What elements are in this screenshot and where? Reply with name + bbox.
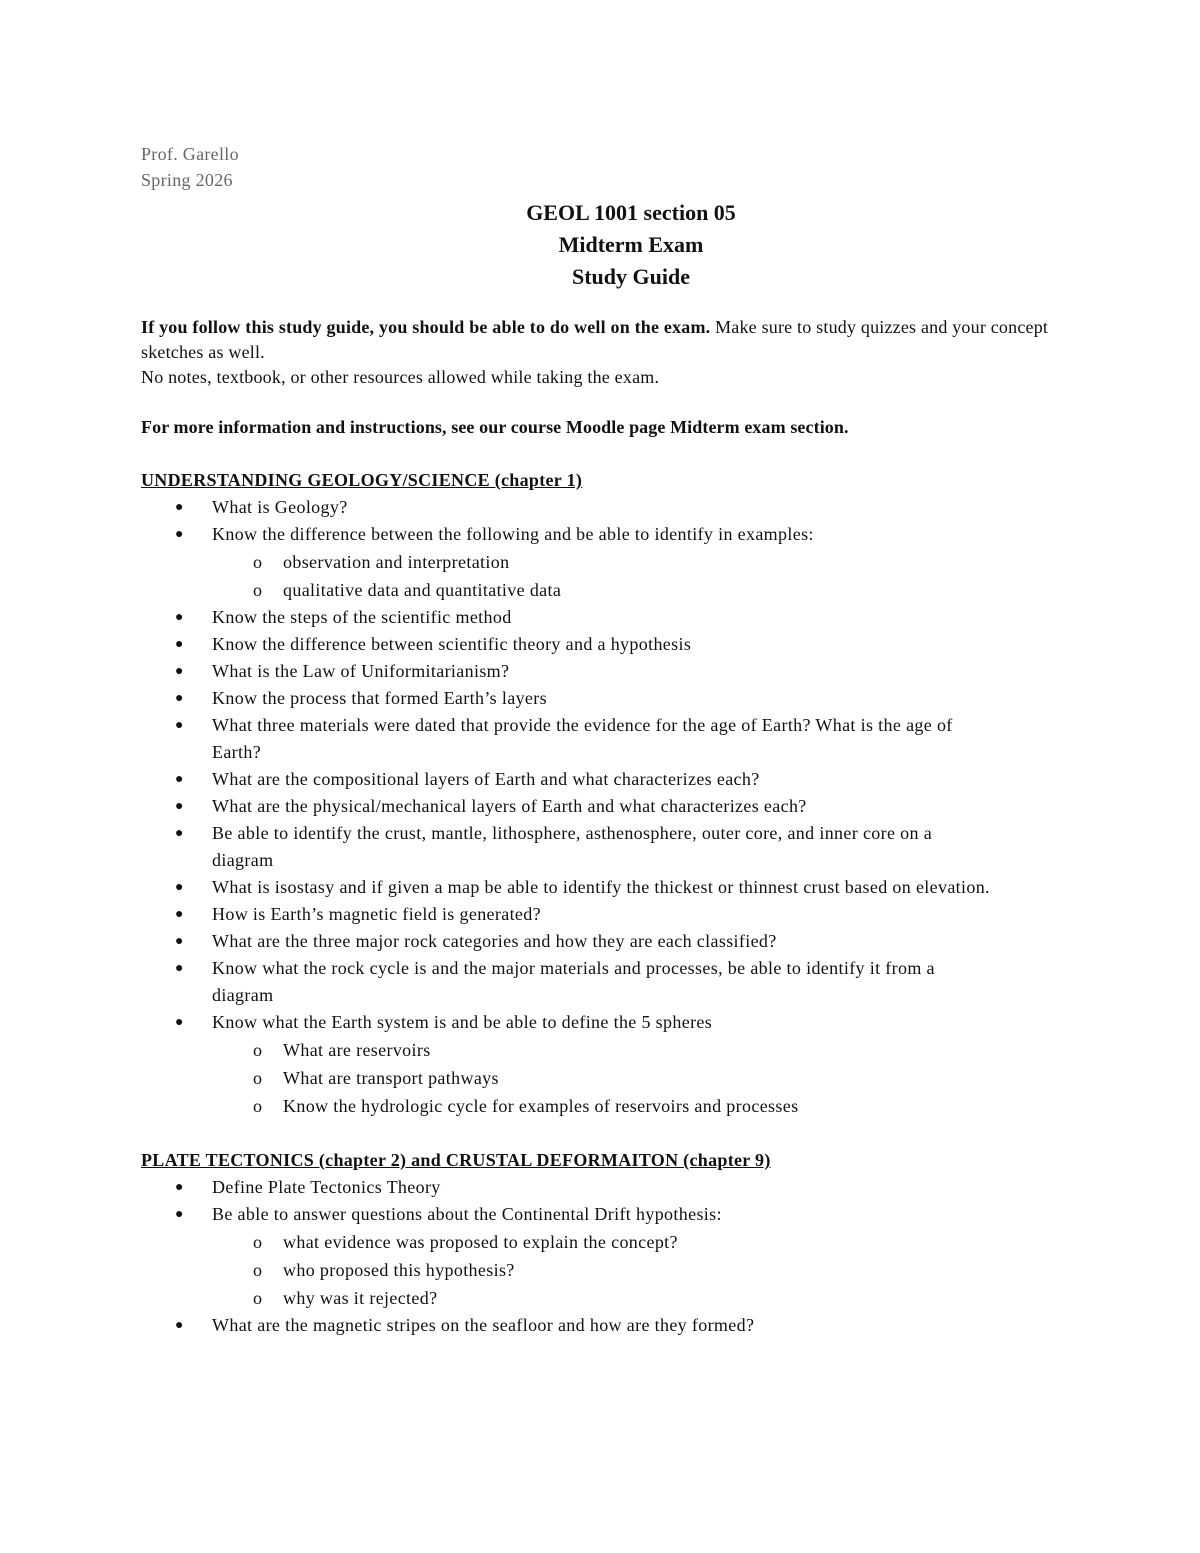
item-text: What are the three major rock categories and how they are each classified?: [212, 931, 777, 951]
title-exam: Midterm Exam: [558, 232, 704, 257]
circle-bullet-icon: o: [253, 1040, 263, 1060]
item-text: Be able to answer questions about the Continental Drift hypothesis:: [212, 1204, 722, 1224]
circle-bullet-icon: o: [253, 1068, 263, 1088]
list-item: [141, 766, 992, 793]
list-item: [141, 955, 992, 1009]
list-item: [141, 712, 992, 766]
list-item: [141, 874, 992, 901]
bullet-icon: ●: [175, 527, 184, 542]
study-section: [141, 467, 1061, 1120]
sub-item-text: why was it rejected?: [283, 1288, 438, 1308]
list-item: [141, 1201, 992, 1312]
item-text: Know what the Earth system is and be able to define the 5 spheres: [212, 1012, 713, 1032]
bullet-icon: ●: [175, 880, 184, 895]
bullet-icon: ●: [175, 1015, 184, 1030]
circle-bullet-icon: o: [253, 1260, 263, 1280]
circle-bullet-icon: o: [253, 1288, 263, 1308]
sub-list-item: [141, 1284, 992, 1312]
sub-item-text: who proposed this hypothesis?: [283, 1260, 515, 1280]
sub-item-text: what evidence was proposed to explain the concept?: [283, 1232, 678, 1252]
item-text: Know the process that formed Earth’s layers: [212, 688, 547, 708]
bullet-icon: ●: [175, 934, 184, 949]
sub-list: [212, 1036, 992, 1120]
circle-bullet-icon: o: [253, 1232, 263, 1252]
sub-item-text: observation and interpretation: [283, 552, 510, 572]
document-title: [201, 197, 1061, 293]
section-heading: UNDERSTANDING GEOLOGY/SCIENCE (chapter 1): [141, 470, 583, 490]
bullet-icon: ●: [175, 691, 184, 706]
circle-bullet-icon: o: [253, 1096, 263, 1116]
sub-list-item: [141, 1256, 992, 1284]
item-text: What are the magnetic stripes on the seafloor and how are they formed?: [212, 1315, 755, 1335]
sub-list-item: [141, 576, 992, 604]
header-meta: [141, 141, 1061, 193]
title-course: GEOL 1001 section 05: [526, 200, 736, 225]
bullet-icon: ●: [175, 610, 184, 625]
title-guide: Study Guide: [572, 264, 690, 289]
topic-list: [141, 1174, 1061, 1339]
item-text: What is isostasy and if given a map be able to identify the thickest or thinnest crust based on elevation.: [212, 877, 990, 897]
item-text: What is Geology?: [212, 497, 348, 517]
bullet-icon: ●: [175, 637, 184, 652]
sub-list-item: [141, 1228, 992, 1256]
moodle-note: For more information and instructions, see our course Moodle page Midterm exam section.: [141, 417, 849, 437]
intro-bold: If you follow this study guide, you should be able to do well on the exam.: [141, 317, 711, 337]
list-item: [141, 820, 992, 874]
sub-item-text: What are reservoirs: [283, 1040, 431, 1060]
intro-rest: Make sure to study quizzes and your concept sketches as well.: [141, 317, 1049, 362]
sub-list: [212, 1228, 992, 1312]
circle-bullet-icon: o: [253, 580, 263, 600]
sub-list-item: [141, 1092, 992, 1120]
list-item: [141, 793, 992, 820]
sub-list: [212, 548, 992, 604]
intro-paragraph: [141, 315, 1061, 390]
circle-bullet-icon: o: [253, 552, 263, 572]
term: Spring 2026: [141, 170, 233, 190]
bullet-icon: ●: [175, 772, 184, 787]
sub-item-text: qualitative data and quantitative data: [283, 580, 562, 600]
item-text: Be able to identify the crust, mantle, lithosphere, asthenosphere, outer core, and inner core on a diagram: [212, 823, 933, 870]
sub-list-item: [141, 1064, 992, 1092]
item-text: Define Plate Tectonics Theory: [212, 1177, 441, 1197]
bullet-icon: ●: [175, 664, 184, 679]
item-text: Know the steps of the scientific method: [212, 607, 512, 627]
list-item: [141, 685, 992, 712]
item-text: What are the compositional layers of Earth and what characterizes each?: [212, 769, 760, 789]
sub-item-text: What are transport pathways: [283, 1068, 499, 1088]
sub-list-item: [141, 1036, 992, 1064]
bullet-icon: ●: [175, 718, 184, 733]
item-text: What are the physical/mechanical layers of Earth and what characterizes each?: [212, 796, 807, 816]
topic-list: [141, 494, 1061, 1120]
list-item: [141, 521, 992, 604]
sub-item-text: Know the hydrologic cycle for examples of reservoirs and processes: [283, 1096, 799, 1116]
list-item: [141, 901, 992, 928]
bullet-icon: ●: [175, 1207, 184, 1222]
item-text: How is Earth’s magnetic field is generated?: [212, 904, 541, 924]
sub-list-item: [141, 548, 992, 576]
list-item: [141, 494, 992, 521]
bullet-icon: ●: [175, 1318, 184, 1333]
list-item: [141, 658, 992, 685]
item-text: Know the difference between the following and be able to identify in examples:: [212, 524, 814, 544]
intro-rules: No notes, textbook, or other resources allowed while taking the exam.: [141, 367, 660, 387]
list-item: [141, 1312, 992, 1339]
item-text: What is the Law of Uniformitarianism?: [212, 661, 510, 681]
item-text: What three materials were dated that provide the evidence for the age of Earth? What is the age of Earth?: [212, 715, 953, 762]
list-item: [141, 604, 992, 631]
item-text: Know the difference between scientific theory and a hypothesis: [212, 634, 692, 654]
list-item: [141, 1174, 992, 1201]
section-heading: PLATE TECTONICS (chapter 2) and CRUSTAL DEFORMAITON (chapter 9): [141, 1150, 771, 1170]
list-item: [141, 1009, 992, 1120]
document-page: [141, 141, 1061, 1339]
item-text: Know what the rock cycle is and the major materials and processes, be able to identify it from a diagram: [212, 958, 935, 1005]
bullet-icon: ●: [175, 799, 184, 814]
bullet-icon: ●: [175, 826, 184, 841]
list-item: [141, 928, 992, 955]
bullet-icon: ●: [175, 907, 184, 922]
professor-name: Prof. Garello: [141, 144, 239, 164]
bullet-icon: ●: [175, 500, 184, 515]
list-item: [141, 631, 992, 658]
bullet-icon: ●: [175, 1180, 184, 1195]
bullet-icon: ●: [175, 961, 184, 976]
study-section: [141, 1147, 1061, 1339]
